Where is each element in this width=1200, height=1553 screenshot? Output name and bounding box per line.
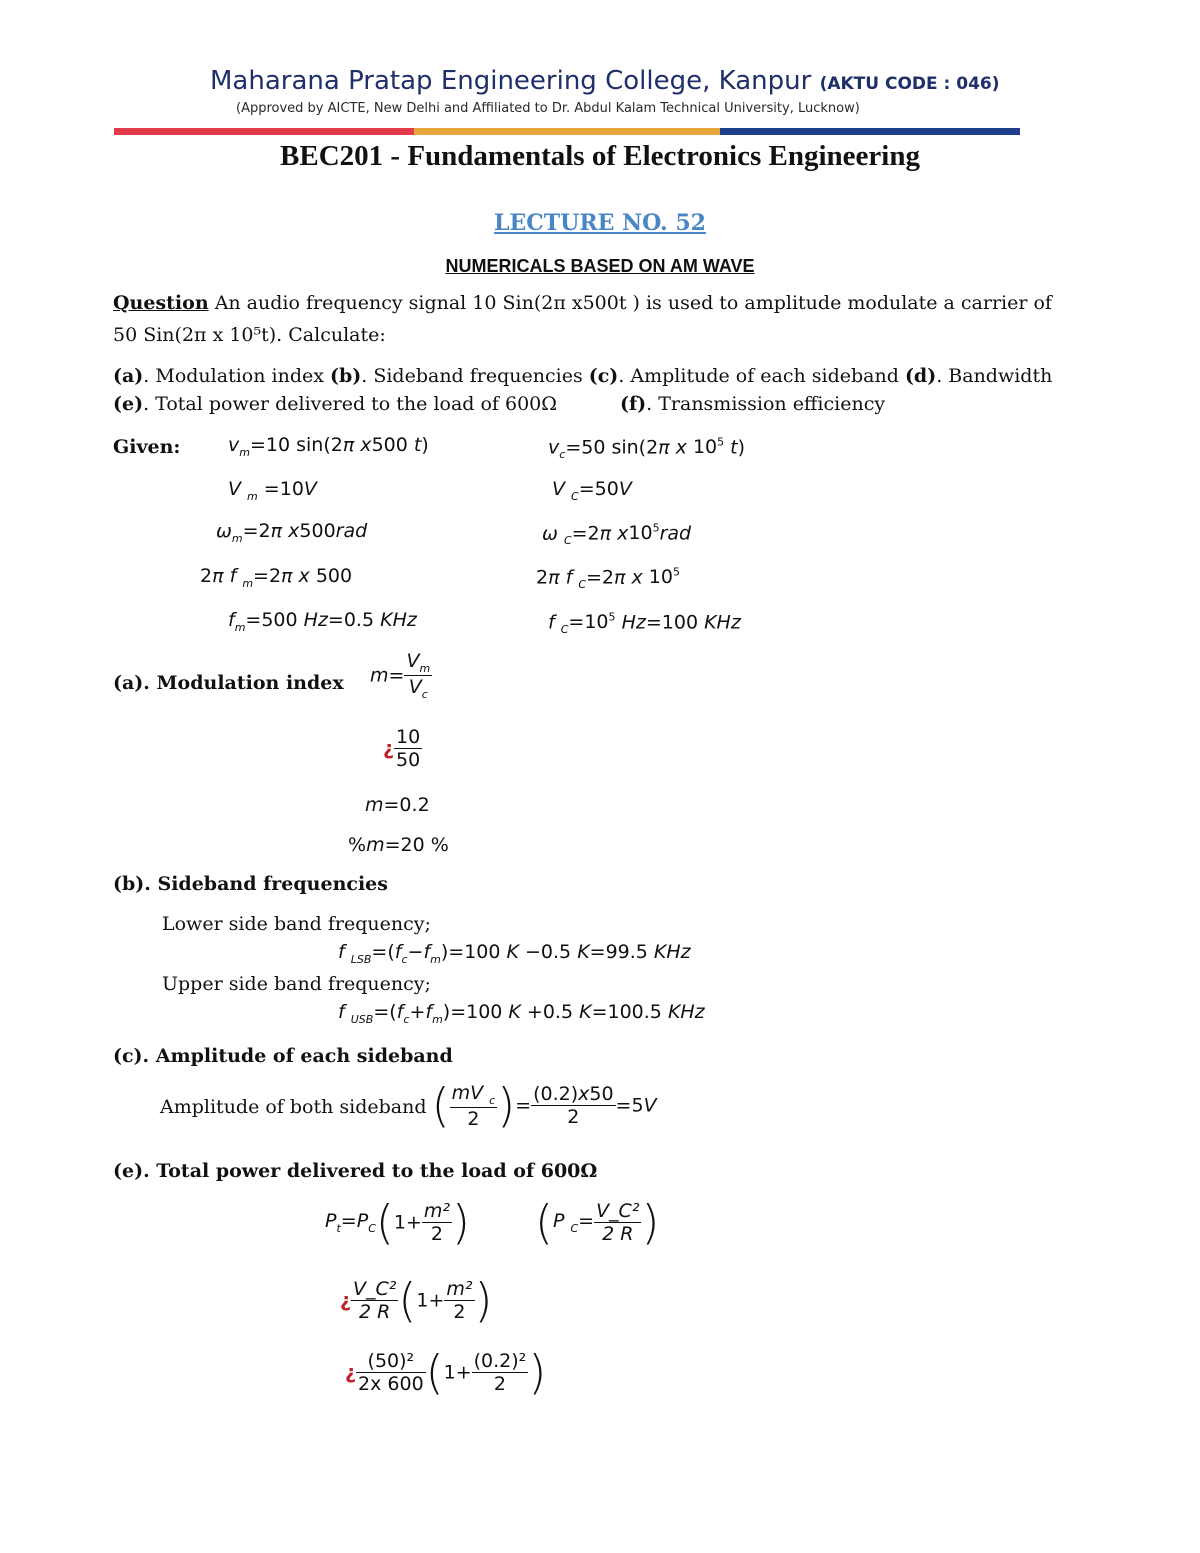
two-den: 2 <box>430 1223 443 1245</box>
part-e-heading: (e). Total power delivered to the load of 600Ω <box>113 1160 598 1182</box>
part-d-text: . Bandwidth <box>936 365 1053 387</box>
parts-line-2b <box>620 393 885 415</box>
m-lhs: m= <box>370 664 405 687</box>
marker-a: ¿ <box>383 737 395 760</box>
part-e-tag: (e) <box>113 393 144 415</box>
given-Vm: V $_m$ =10V <box>228 478 317 503</box>
point2-squared: (0.2)² <box>473 1350 527 1372</box>
part-c-heading: (c). Amplitude of each sideband <box>113 1045 453 1067</box>
total-power-formula: $P_t=P_C(1+$ $\frac{\text{m²}}{2}$ ) <box>325 1195 470 1250</box>
m-squared: m² <box>423 1200 450 1222</box>
total-power-step1: ¿ $\frac{\text{V\_C²}}{2 R}$ (1+ $\frac{\text{m²}}{2}$ ) <box>340 1273 493 1328</box>
part-e-text: . Total power delivered to the load of 600Ω <box>143 393 558 415</box>
mvc-denominator: 2 <box>467 1107 480 1130</box>
part-a-tag: (a) <box>113 365 144 387</box>
m-percent: %m=20 % <box>348 834 449 856</box>
two-step2: 2 <box>493 1373 507 1395</box>
den-50: 50 <box>396 749 421 771</box>
given-wm: $\omega_m=2\pi$ x500rad <box>216 520 368 545</box>
vm-numerator: $V_m$ <box>406 650 431 675</box>
question-line-2: 50 Sin(2π x 10⁵t). Calculate: <box>113 324 386 346</box>
part-c-tag: (c) <box>588 365 619 387</box>
vc2-step1: V_C² <box>353 1278 397 1300</box>
twoR-step1: 2 R <box>359 1301 391 1323</box>
given-2pifm: 2π f $_m$=2π x 500 <box>200 565 353 590</box>
given-vc: $v_c=50$ sin(2π x $10^5$ t) <box>548 436 746 462</box>
part-c-text: . Amplitude of each sideband <box>618 365 905 387</box>
one-plus: 1+ <box>393 1211 422 1234</box>
total-power-step2: ¿ $\frac{\text{(50)²}}{2x 600}$ (1+ $\frac{\text{(0.2)²}}{2}$ ) <box>345 1345 547 1400</box>
given-2pifc: 2π f $_C$=2π x $10^5$ <box>536 566 680 592</box>
aktu-code: (AKTU CODE : 046) <box>819 74 1000 94</box>
vc-denominator: $V_c$ <box>408 675 428 701</box>
marker-e2: ¿ <box>345 1361 357 1384</box>
modulation-index-values <box>383 726 422 771</box>
parts-line-2 <box>113 393 557 415</box>
part-d-tag: (d) <box>904 365 937 387</box>
lower-sideband-label: Lower side band frequency; <box>162 913 431 935</box>
two-r: 2 R <box>602 1223 634 1245</box>
two-step1: 2 <box>453 1301 466 1323</box>
upper-sideband-label: Upper side band frequency; <box>162 973 431 995</box>
modulation-index-formula <box>370 650 432 701</box>
part-a-text: . Modulation index <box>143 365 330 387</box>
sideband-den-values: 2 <box>567 1106 580 1129</box>
given-Vc: V $_C$=50V <box>552 478 632 503</box>
part-b-tag: (b) <box>329 365 362 387</box>
sideband-result: =5V <box>615 1094 657 1117</box>
sideband-num-values: (0.2)x50 <box>533 1083 614 1106</box>
given-vm: $v_m=10$ sin(2π x500 t) <box>228 434 429 459</box>
part-f-text: . Transmission efficiency <box>646 393 886 415</box>
question-line-1 <box>113 292 1052 314</box>
one-plus-step1: 1+ <box>416 1289 445 1312</box>
lower-sideband-eq: f $_{LSB}=(f_c-f_m)=100$ K −0.5 K=99.5 KHz <box>338 941 691 966</box>
m-result: m=0.2 <box>365 794 430 816</box>
given-fm: $f_m=500$ Hz=0.5 KHz <box>228 609 417 634</box>
question-text-1: An audio frequency signal 10 Sin(2π x500t ) is used to amplitude modulate a carrier of <box>214 292 1052 314</box>
vc-squared: V_C² <box>596 1200 640 1222</box>
sideband-amplitude-label: Amplitude of both sideband <box>160 1095 427 1118</box>
carrier-power-formula: (P $_C$= $\frac{\text{V\_C²}}{2 R}$ ) <box>535 1195 660 1250</box>
approval-line: (Approved by AICTE, New Delhi and Affiliated to Dr. Abdul Kalam Technical University, Lucknow) <box>236 101 860 116</box>
fifty-squared: (50)² <box>356 1350 426 1373</box>
marker-e1: ¿ <box>340 1289 352 1312</box>
given-label: Given: <box>113 436 181 458</box>
parts-line-1 <box>113 365 1052 387</box>
college-title: Maharana Pratap Engineering College, Kanpur <box>210 66 812 96</box>
sideband-amplitude-eq: Amplitude of both sideband ( $\frac{mV _c}{2}$ )= $\frac{(0.2)x50}{2}$ =5V <box>160 1078 657 1133</box>
upper-sideband-eq: f $_{USB}=(f_c+f_m)=100$ K +0.5 K=100.5 KHz <box>338 1001 705 1026</box>
lecture-number: LECTURE NO. 52 <box>494 210 706 236</box>
m2-step1: m² <box>446 1278 473 1300</box>
college-name <box>210 66 1000 96</box>
num-10: 10 <box>396 726 421 748</box>
part-f-tag: (f) <box>620 393 647 415</box>
two-x-600: 2x 600 <box>358 1373 424 1395</box>
question-label: Question <box>113 292 209 314</box>
course-title: BEC201 - Fundamentals of Electronics Engineering <box>280 140 920 172</box>
given-fc: f $_C=10^5$ Hz=100 KHz <box>548 611 741 637</box>
header-bar-blue <box>720 128 1020 135</box>
section-subtitle: NUMERICALS BASED ON AM WAVE <box>445 256 755 276</box>
one-plus-step2: 1+ <box>443 1361 472 1384</box>
part-b-heading: (b). Sideband frequencies <box>113 873 388 895</box>
part-b-text: . Sideband frequencies <box>361 365 589 387</box>
header-bar-red <box>114 128 414 135</box>
given-wc: ω $_C$=2π $x10^5rad$ <box>542 522 692 548</box>
part-a-heading: (a). Modulation index <box>113 672 344 694</box>
header-bar-orange <box>414 128 720 135</box>
mvc-numerator: mV $_c$ <box>451 1082 496 1107</box>
